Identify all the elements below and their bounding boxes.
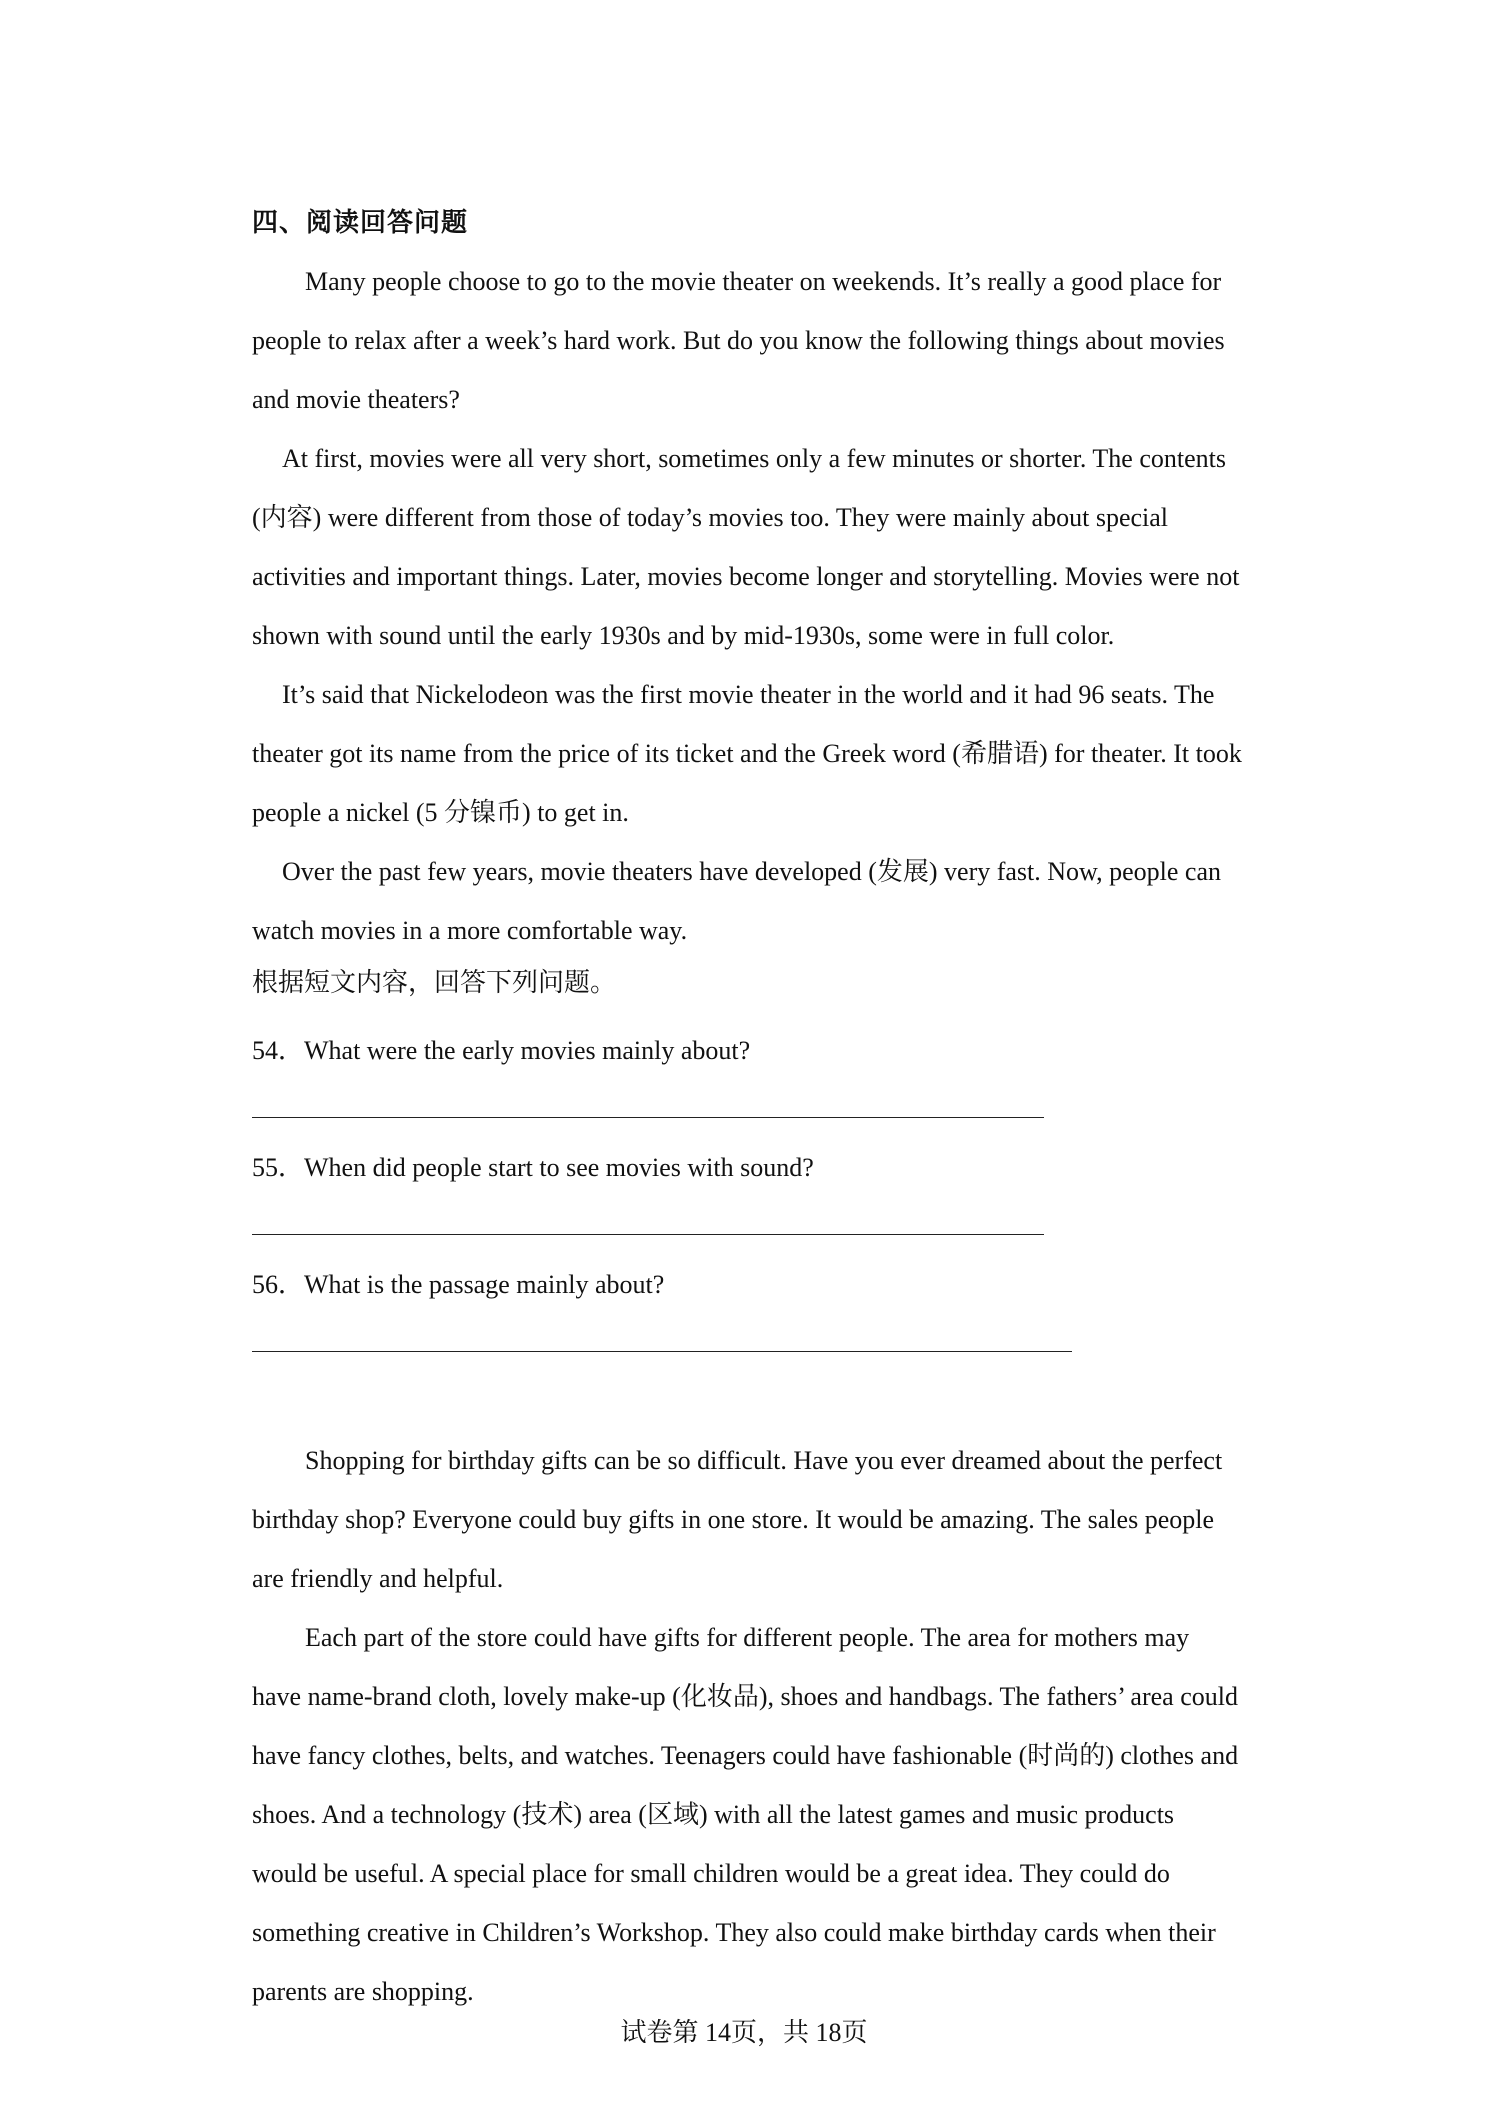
answer-line-54[interactable] bbox=[252, 1117, 1044, 1118]
passage2-paragraph-1: Shopping for birthday gifts can be so difficult. Have you ever dreamed about the perfect birthday shop? Everyone could buy gifts in one store. It would be amazing. The sales people are friendly and helpful. bbox=[252, 1446, 1223, 1593]
passage1-paragraph-1: Many people choose to go to the movie theater on weekends. It’s really a good place for people to relax after a week’s hard work. But do you know the following things about movies and movie theaters? bbox=[252, 267, 1225, 414]
passage1-paragraph-2: At first, movies were all very short, sometimes only a few minutes or shorter. The contents (内容) were different from those of today’s movies too. They were mainly about special activities and important things. Later, movies become longer and storytelling. Movies were not shown with sound until the early 1930s and by mid-1930s, some were in full color. bbox=[252, 444, 1240, 650]
answer-line-55[interactable] bbox=[252, 1234, 1044, 1235]
passage1-paragraph-3: It’s said that Nickelodeon was the first movie theater in the world and it had 96 seats. The theater got its name from the price of its ticket and the Greek word (希腊语) for theater. It took people a nickel (5 分镍币) to get in. bbox=[252, 680, 1242, 827]
question-54: 54．What were the early movies mainly about? bbox=[252, 1036, 751, 1065]
question-55: 55．When did people start to see movies with sound? bbox=[252, 1153, 814, 1182]
section-heading: 四、阅读回答问题 bbox=[252, 208, 469, 237]
passage1-paragraph-4: Over the past few years, movie theaters have developed (发展) very fast. Now, people can watch movies in a more comfortable way. bbox=[252, 857, 1222, 945]
question-56: 56．What is the passage mainly about? bbox=[252, 1270, 665, 1299]
answer-line-56[interactable] bbox=[252, 1351, 1072, 1352]
instruction-text: 根据短文内容，回答下列问题。 bbox=[252, 968, 617, 997]
passage2-paragraph-2: Each part of the store could have gifts for different people. The area for mothers may have name-brand cloth, lovely make-up (化妆品), shoes and handbags. The fathers’ area could have fancy clothes, belts, and watches. Teenagers could have fashionable (时尚的) clothes and shoes. And a technology (技术) area (区域) with all the latest games and music products would be useful. A special place for small children would be a great idea. They could do something creative in Children’s Workshop. They also could make birthday cards when their parents are shopping. bbox=[252, 1623, 1239, 2006]
page-number-footer: 试卷第 14页，共 18页 bbox=[620, 2018, 868, 2047]
